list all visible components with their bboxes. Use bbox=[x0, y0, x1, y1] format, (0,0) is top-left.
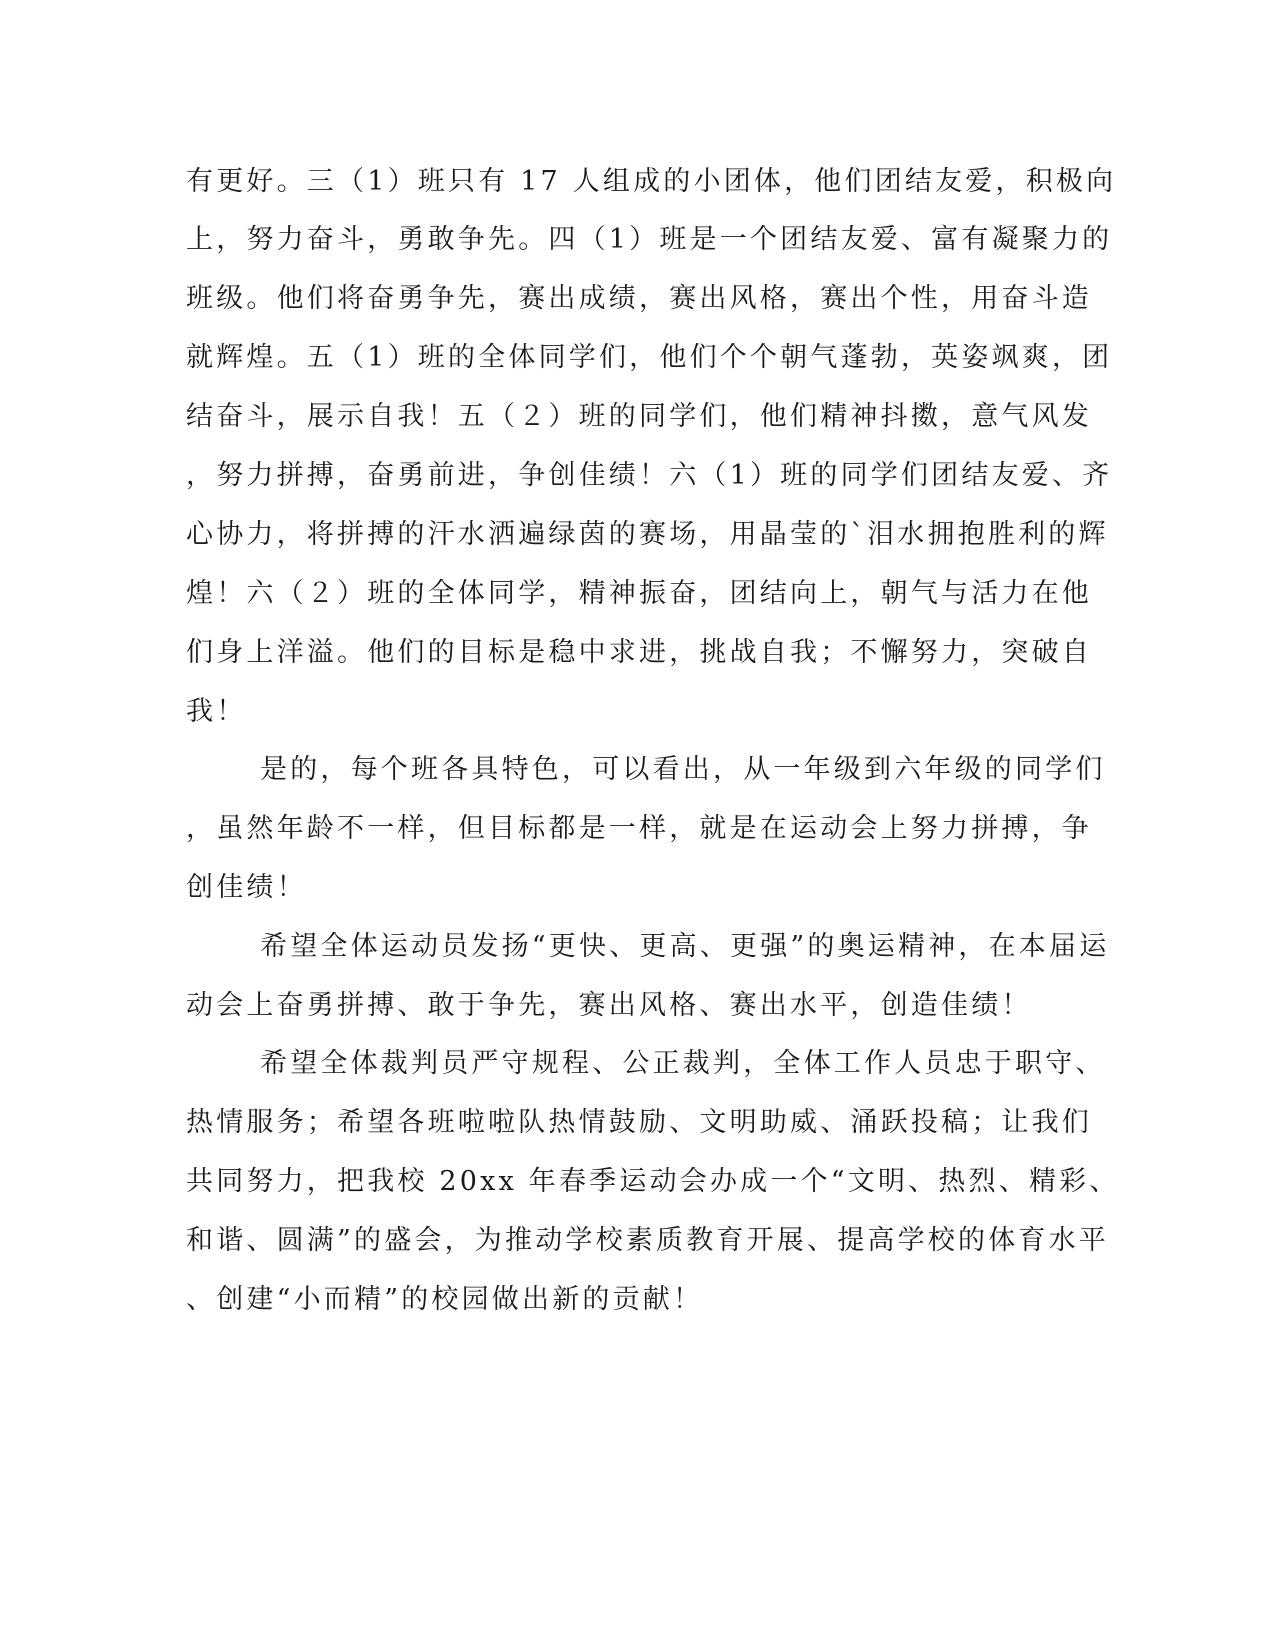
text-line: 共同努力，把我校 20xx 年春季运动会办成一个“文明、热烈、精彩、 bbox=[186, 1166, 1120, 1197]
text-line: 希望全体运动员发扬“更快、更高、更强”的奥运精神，在本届运 bbox=[260, 931, 1110, 962]
text-line: 是的，每个班各具特色，可以看出，从一年级到六年级的同学们 bbox=[260, 754, 1106, 785]
text-line: 班级。他们将奋勇争先，赛出成绩，赛出风格，赛出个性，用奋斗造 bbox=[186, 283, 1092, 314]
text-line: 创佳绩！ bbox=[186, 872, 307, 903]
text-line: 煌！六（２）班的全体同学，精神振奋，团结向上，朝气与活力在他 bbox=[186, 578, 1092, 609]
text-line: 、创建“小而精”的校园做出新的贡献！ bbox=[186, 1284, 704, 1315]
text-line: 们身上洋溢。他们的目标是稳中求进，挑战自我；不懈努力，突破自 bbox=[186, 637, 1092, 668]
text-line: 动会上奋勇拼搏、敢于争先，赛出风格、赛出水平，创造佳绩！ bbox=[186, 990, 1032, 1021]
text-line: 结奋斗，展示自我！五（２）班的同学们，他们精神抖擞，意气风发 bbox=[186, 401, 1092, 432]
text-line: 就辉煌。五（1）班的全体同学们，他们个个朝气蓬勃，英姿飒爽，团 bbox=[186, 342, 1113, 373]
text-line: 有更好。三（1）班只有 17 人组成的小团体，他们团结友爱，积极向 bbox=[186, 166, 1117, 197]
text-line: 我！ bbox=[186, 696, 247, 727]
text-line: ，努力拼搏，奋勇前进，争创佳绩！六（1）班的同学们团结友爱、齐 bbox=[186, 460, 1113, 491]
text-line: 和谐、圆满”的盛会，为推动学校素质教育开展、提高学校的体育水平 bbox=[186, 1225, 1110, 1256]
text-line: 上，努力奋斗，勇敢争先。四（1）班是一个团结友爱、富有凝聚力的 bbox=[186, 224, 1113, 255]
text-line: 心协力，将拼搏的汗水洒遍绿茵的赛场，用晶莹的`泪水拥抱胜利的辉 bbox=[186, 519, 1109, 550]
text-line: ，虽然年龄不一样，但目标都是一样，就是在运动会上努力拼搏，争 bbox=[186, 813, 1092, 844]
text-line: 热情服务；希望各班啦啦队热情鼓励、文明助威、涌跃投稿；让我们 bbox=[186, 1107, 1092, 1138]
text-line: 希望全体裁判员严守规程、公正裁判，全体工作人员忠于职守、 bbox=[260, 1048, 1106, 1079]
